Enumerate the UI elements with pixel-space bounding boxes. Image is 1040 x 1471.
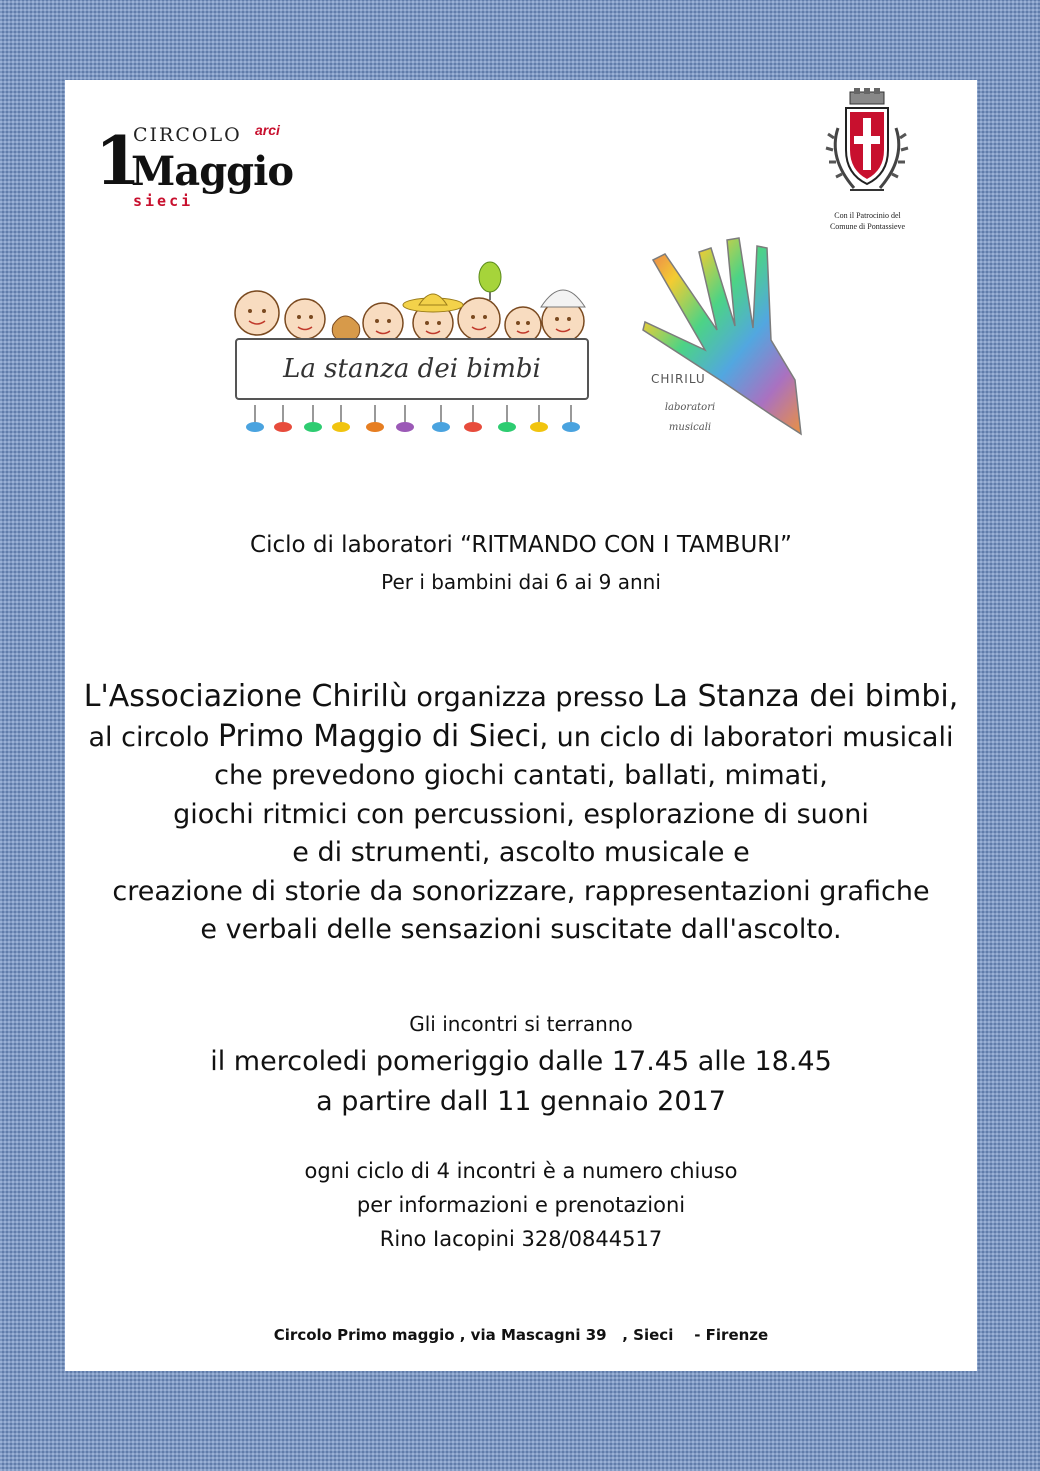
chirilu-name: CHIRILU: [651, 372, 706, 386]
comune-line-1: Con il Patrocinio del: [834, 211, 901, 220]
comune-line-2: Comune di Pontassieve: [829, 222, 906, 231]
body-line-6: creazione di storie da sonorizzare, rappresentazioni grafiche: [112, 875, 930, 907]
body-line-2: [65, 718, 977, 758]
description-block: [65, 678, 977, 950]
schedule-start-date: a partire dall 11 gennaio 2017: [316, 1086, 726, 1117]
logo-arci-text: arci: [255, 122, 280, 138]
body-line-4: giochi ritmici con percussioni, esplorazione di suoni: [173, 798, 869, 830]
info-line-1: ogni ciclo di 4 incontri è a numero chiuso: [304, 1159, 738, 1183]
stanza-label: La stanza dei bimbi: [235, 338, 589, 400]
coat-of-arms-icon: [810, 88, 925, 208]
logo-one: 1: [95, 122, 141, 200]
event-title: Ciclo di laboratori “RITMANDO CON I TAMBURI”: [250, 532, 792, 558]
stanza-dei-bimbi-logo: [205, 255, 625, 445]
schedule-day-time: il mercoledi pomeriggio dalle 17.45 alle 18.45: [210, 1046, 832, 1077]
body-line-2-start: al circolo: [88, 721, 218, 753]
logo-maggio-text: Maggio: [131, 148, 294, 195]
comune-coat-of-arms: [810, 88, 925, 238]
info-block: [65, 1154, 977, 1256]
association-name: L'Associazione Chirilù: [83, 679, 408, 714]
flyer-sheet: [65, 80, 977, 1371]
schedule-intro: Gli incontri si terranno: [409, 1012, 633, 1036]
logo-sieci-text: sieci: [133, 192, 194, 210]
chirilu-sub-1: laboratori: [664, 402, 716, 413]
comune-patronage-text: [810, 210, 925, 232]
body-line-1: [65, 678, 977, 718]
venue-name: La Stanza dei bimbi,: [652, 679, 959, 714]
body-line-2-end: , un ciclo di laboratori musicali: [539, 721, 954, 753]
footer-address: Circolo Primo maggio , via Mascagni 39 , Sieci - Firenze: [273, 1326, 769, 1344]
body-line-5: e di strumenti, ascolto musicale e: [292, 837, 750, 868]
chirilu-subtitle: [655, 398, 725, 438]
contact-phone: Rino Iacopini 328/0844517: [379, 1227, 663, 1251]
body-line-3: che prevedono giochi cantati, ballati, mimati,: [214, 760, 828, 791]
body-line-7: e verbali delle sensazioni suscitate dall'ascolto.: [200, 914, 842, 945]
chirilu-logo: [635, 230, 815, 450]
age-range: Per i bambini dai 6 ai 9 anni: [381, 570, 661, 594]
body-line-1-mid: organizza presso: [407, 682, 653, 713]
info-line-2: per informazioni e prenotazioni: [356, 1193, 686, 1217]
chirilu-sub-2: musicali: [668, 422, 712, 433]
schedule-details: [65, 1042, 977, 1122]
circolo-name: Primo Maggio di Sieci: [217, 718, 540, 754]
circolo-primo-maggio-logo: [95, 122, 295, 212]
logo-circolo-text: CIRCOLO: [133, 124, 242, 146]
